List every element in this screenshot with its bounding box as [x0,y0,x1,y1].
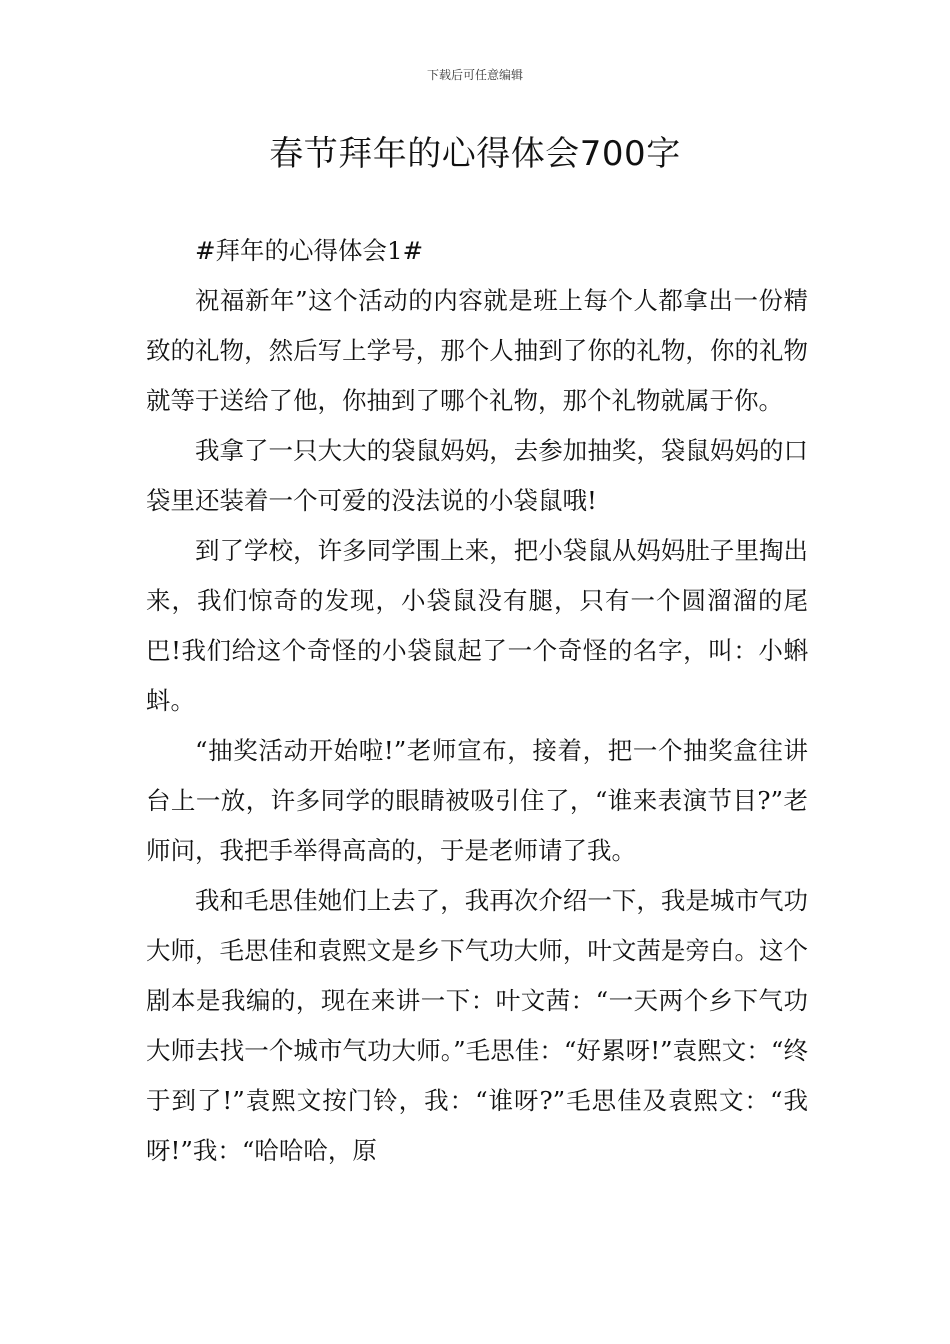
paragraph: “抽奖活动开始啦!”老师宣布，接着，把一个抽奖盒往讲台上一放，许多同学的眼睛被吸引住了，“谁来表演节目?”老师问，我把手举得高高的，于是老师请了我。 [146,736,808,865]
document-title: 春节拜年的心得体会700字 [269,134,681,174]
document-body [146,226,808,1176]
paragraph: 祝福新年”这个活动的内容就是班上每个人都拿出一份精致的礼物，然后写上学号，那个人抽到了你的礼物，你的礼物就等于送给了他，你抽到了哪个礼物，那个礼物就属于你。 [146,286,808,415]
paragraph: 到了学校，许多同学围上来，把小袋鼠从妈妈肚子里掏出来，我们惊奇的发现，小袋鼠没有腿，只有一个圆溜溜的尾巴!我们给这个奇怪的小袋鼠起了一个奇怪的名字，叫：小蝌蚪。 [146,536,808,715]
paragraph: 我拿了一只大大的袋鼠妈妈，去参加抽奖，袋鼠妈妈的口袋里还装着一个可爱的没法说的小袋鼠哦! [146,436,808,515]
section-heading: #拜年的心得体会1# [195,236,424,265]
header-note: 下载后可任意编辑 [426,68,523,82]
paragraph: 我和毛思佳她们上去了，我再次介绍一下，我是城市气功大师，毛思佳和袁熙文是乡下气功大师，叶文茜是旁白。这个剧本是我编的，现在来讲一下：叶文茜：“一天两个乡下气功大师去找一个城市气功大师。”毛思佳：“好累呀!”袁熙文：“终于到了!”袁熙文按门铃，我：“谁呀?”毛思佳及袁熙文：“我呀!”我：“哈哈哈，原 [146,886,808,1165]
